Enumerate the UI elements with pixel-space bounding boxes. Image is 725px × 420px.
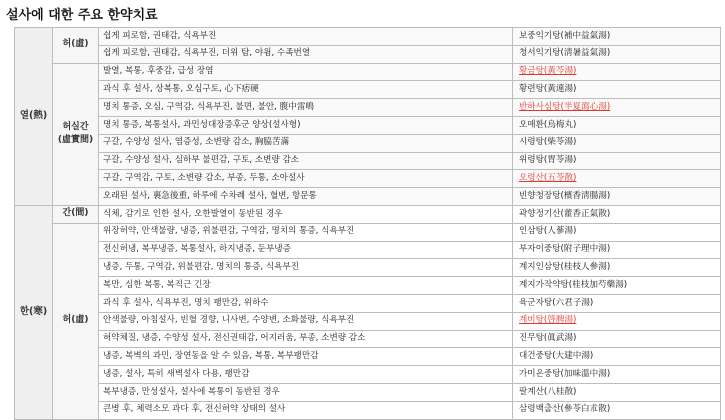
symptom-cell: 발열, 복통, 후중감, 급성 장염 [99,63,513,81]
symptom-cell: 안색불량, 아침설사, 빈혈 경향, 니사변, 수양변, 소화불량, 식욕부진 [99,312,513,330]
symptom-cell: 구갈, 구역감, 구토, 소변량 감소, 부종, 두통, 소아설사 [99,170,513,188]
table-row [15,348,721,366]
subgroup-label-gan: 간(間) [53,205,99,223]
symptom-cell: 냉증, 설사, 특히 새벽설사 다용, 팽만감 [99,366,513,384]
symptom-cell: 냉증, 복벽의 과민, 장연동을 알 수 있음, 복통, 복부팽만감 [99,348,513,366]
prescription-cell: 보중익기탕(補中益氣湯) [513,28,721,46]
table-row [15,28,721,46]
symptom-cell: 위장허약, 안색불량, 냉증, 위불편감, 구역감, 명치의 통증, 식욕부진 [99,223,513,241]
symptom-cell: 전신허냉, 복부냉증, 복통설사, 하지냉증, 둔부냉증 [99,241,513,259]
table-row [15,81,721,99]
group-label-han: 한(寒) [15,205,53,419]
table-row [15,366,721,384]
symptom-cell: 오래된 설사, 裏急後重, 하루에 수차례 설사, 혈변, 항문통 [99,188,513,206]
prescription-cell: 위령탕(胃苓湯) [513,152,721,170]
page-title: 설사에 대한 주요 한약치료 [6,8,158,23]
subgroup-label-silgan-line2: (虛實間) [57,134,94,145]
symptom-cell: 식체, 감기로 인한 설사, 오한발열이 동반된 경우 [99,205,513,223]
symptom-cell: 복부냉증, 만성설사, 설사에 복통이 동반된 경우 [99,383,513,401]
table-row [15,170,721,188]
table-row [15,277,721,295]
symptom-cell: 큰병 후, 체력소모 과다 후, 전신허약 상태의 설사 [99,401,513,419]
symptom-cell: 쉽게 피로함, 권태감, 식욕부진 [99,28,513,46]
table-row [15,63,721,81]
group-label-yeol: 열(熱) [15,28,53,206]
prescription-cell: 삼령백출산(參苓白朮散) [513,401,721,419]
table-row [15,330,721,348]
prescription-cell-highlighted[interactable]: 반하사심탕(半夏瀉心湯) [513,99,721,117]
table-row [15,294,721,312]
subgroup-label-heo: 허(虛) [53,28,99,64]
symptom-cell: 쉽게 피로함, 권태감, 식욕부진, 더위 탐, 야윔, 수족번열 [99,45,513,63]
table-row [15,205,721,223]
symptom-cell: 냉증, 두통, 구역감, 위불편감, 명치의 통증, 식욕부진 [99,259,513,277]
table-row [15,99,721,117]
table-row [15,116,721,134]
prescription-cell-highlighted[interactable]: 계비탕(啓脾湯) [513,312,721,330]
prescription-cell: 오매환(烏梅丸) [513,116,721,134]
subgroup-label-heo-han: 허(虛) [53,223,99,419]
prescription-cell: 시령탕(柴苓湯) [513,134,721,152]
prescription-cell: 빈향청장탕(檳香淸腸湯) [513,188,721,206]
prescription-cell: 인삼탕(人蔘湯) [513,223,721,241]
prescription-cell: 곽향정기산(藿香正氣散) [513,205,721,223]
prescription-cell: 진무탕(眞武湯) [513,330,721,348]
symptom-cell: 구갈, 수양성 설사, 염증성, 소변량 감소, 胸脇苦滿 [99,134,513,152]
prescription-cell: 계지인삼탕(桂枝人參湯) [513,259,721,277]
prescription-cell: 부자이중탕(附子理中湯) [513,241,721,259]
prescription-cell: 가미온중탕(加味溫中湯) [513,366,721,384]
table-row [15,401,721,419]
prescription-cell: 청서익기탕(淸暑益氣湯) [513,45,721,63]
symptom-cell: 복만, 심한 복통, 복직근 긴장 [99,277,513,295]
subgroup-label-silgan-line1: 허실간 [62,121,89,132]
table-row [15,152,721,170]
table-row [15,312,721,330]
table-row [15,45,721,63]
table-row [15,241,721,259]
prescription-cell: 육군자탕(六君子湯) [513,294,721,312]
symptom-cell: 허약체질, 냉증, 수양성 설사, 전신권태감, 어지러움, 부종, 소변량 감소 [99,330,513,348]
symptom-cell: 구갈, 수양성 설사, 심하부 불편감, 구토, 소변량 감소 [99,152,513,170]
table-row [15,134,721,152]
table-row [15,259,721,277]
table-row [15,188,721,206]
symptom-cell: 명치 통증, 복통설사, 과민성대장증후군 양상(설사형) [99,116,513,134]
table-row [15,223,721,241]
symptom-cell: 과식 후 설사, 식욕부진, 명치 팽만감, 위하수 [99,294,513,312]
subgroup-label-silgan [53,63,99,205]
table-row [15,383,721,401]
prescription-cell-highlighted[interactable]: 황금탕(黃芩湯) [513,63,721,81]
herbal-treatment-table [14,27,721,420]
prescription-cell: 팔계산(八桂散) [513,383,721,401]
prescription-cell: 대건중탕(大建中湯) [513,348,721,366]
prescription-cell: 황련탕(黃連湯) [513,81,721,99]
symptom-cell: 명치 통증, 오심, 구역감, 식욕부진, 불면, 불안, 腹中雷鳴 [99,99,513,117]
prescription-cell: 계지가작약탕(桂枝加芍藥湯) [513,277,721,295]
prescription-cell-highlighted[interactable]: 오령산(五苓散) [513,170,721,188]
symptom-cell: 과식 후 설사, 상복통, 오심구토, 心下痞硬 [99,81,513,99]
